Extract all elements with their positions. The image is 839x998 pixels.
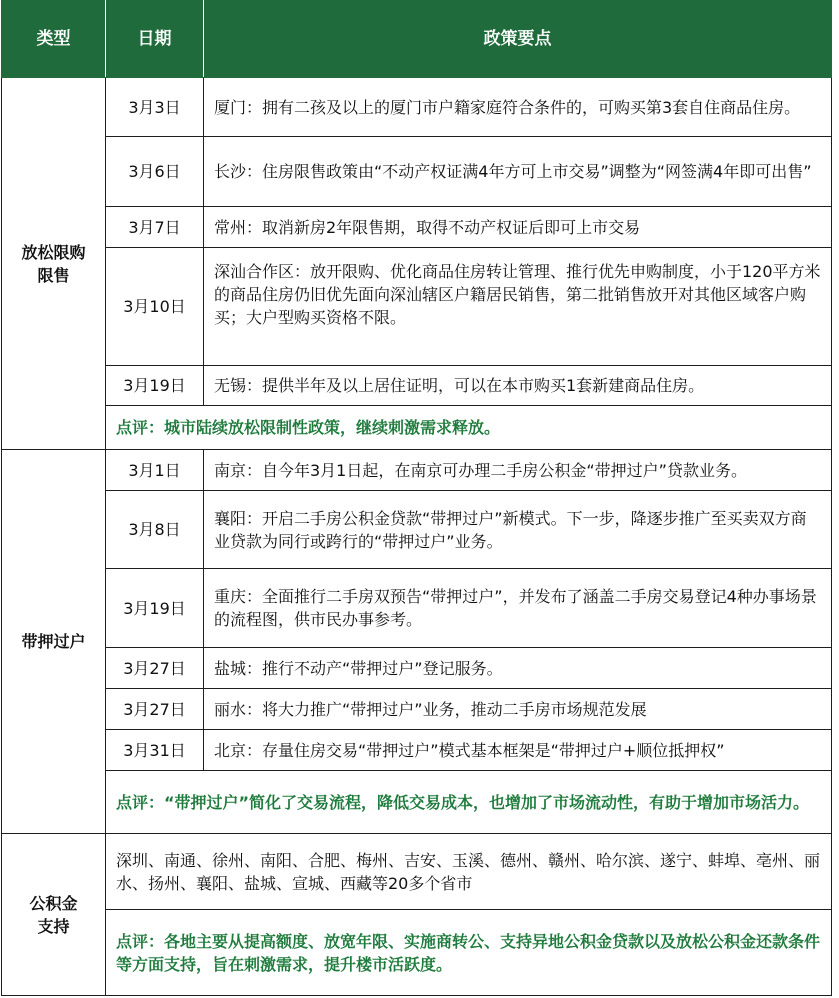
policy-table bbox=[1, 0, 832, 996]
row-text: 深汕合作区：放开限购、优化商品住房转让管理、推行优先申购制度，小于120平方米的商品住房仍旧优先面向深汕辖区户籍居民销售，第二批销售放开对其他区域客户购买；大户型购买资格不限。 bbox=[204, 248, 832, 366]
table-row bbox=[2, 491, 832, 569]
row-text: 丽水：将大力推广“带押过户”业务，推动二手房市场规范发展 bbox=[204, 689, 832, 730]
row-date: 3月27日 bbox=[106, 648, 204, 689]
fund-cities: 深圳、南通、徐州、南阳、合肥、梅州、吉安、玉溪、德州、赣州、哈尔滨、遂宁、蚌埠、亳州、丽水、扬州、襄阳、盐城、宣城、西藏等20多个省市 bbox=[106, 834, 832, 910]
table-row bbox=[2, 366, 832, 406]
row-date: 3月3日 bbox=[106, 78, 204, 137]
comment-row bbox=[2, 771, 832, 834]
table-row bbox=[2, 137, 832, 207]
group-type-fund: 公积金支持 bbox=[2, 834, 106, 996]
comment-transfer: 点评：“带押过户”简化了交易流程，降低交易成本，也增加了市场流动性，有助于增加市场活力。 bbox=[106, 771, 832, 834]
header-policy: 政策要点 bbox=[204, 1, 832, 78]
table-row bbox=[2, 450, 832, 491]
row-text: 常州：取消新房2年限售期，取得不动产权证后即可上市交易 bbox=[204, 207, 832, 248]
table-row bbox=[2, 648, 832, 689]
header-row bbox=[2, 1, 832, 78]
row-date: 3月10日 bbox=[106, 248, 204, 366]
group-type-transfer: 带押过户 bbox=[2, 450, 106, 834]
row-text: 长沙：住房限售政策由“不动产权证满4年方可上市交易”调整为“网签满4年即可出售” bbox=[204, 137, 832, 207]
comment-fund: 点评：各地主要从提高额度、放宽年限、实施商转公、支持异地公积金贷款以及放松公积金还款条件等方面支持，旨在刺激需求，提升楼市活跃度。 bbox=[106, 910, 832, 996]
table-row bbox=[2, 248, 832, 366]
row-text: 北京：存量住房交易“带押过户”模式基本框架是“带押过户+顺位抵押权” bbox=[204, 730, 832, 771]
header-type: 类型 bbox=[2, 1, 106, 78]
row-text: 重庆：全面推行二手房双预告“带押过户”，并发布了涵盖二手房交易登记4种办事场景的流程图，供市民办事参考。 bbox=[204, 569, 832, 648]
row-date: 3月8日 bbox=[106, 491, 204, 569]
table-row bbox=[2, 207, 832, 248]
table-row bbox=[2, 689, 832, 730]
row-date: 3月31日 bbox=[106, 730, 204, 771]
comment-row bbox=[2, 910, 832, 996]
table-row bbox=[2, 569, 832, 648]
row-date: 3月19日 bbox=[106, 569, 204, 648]
row-date: 3月27日 bbox=[106, 689, 204, 730]
comment-row bbox=[2, 406, 832, 450]
row-date: 3月19日 bbox=[106, 366, 204, 406]
row-text: 无锡：提供半年及以上居住证明，可以在本市购买1套新建商品住房。 bbox=[204, 366, 832, 406]
comment-relax: 点评：城市陆续放松限制性政策，继续刺激需求释放。 bbox=[106, 406, 832, 450]
row-date: 3月1日 bbox=[106, 450, 204, 491]
table-row bbox=[2, 730, 832, 771]
row-text: 襄阳：开启二手房公积金贷款“带押过户”新模式。下一步，降逐步推广至买卖双方商业贷款为同行或跨行的“带押过户”业务。 bbox=[204, 491, 832, 569]
row-date: 3月7日 bbox=[106, 207, 204, 248]
row-text: 盐城：推行不动产“带押过户”登记服务。 bbox=[204, 648, 832, 689]
group-type-relax: 放松限购限售 bbox=[2, 78, 106, 450]
row-text: 厦门：拥有二孩及以上的厦门市户籍家庭符合条件的，可购买第3套自住商品住房。 bbox=[204, 78, 832, 137]
row-date: 3月6日 bbox=[106, 137, 204, 207]
table-row bbox=[2, 834, 832, 910]
row-text: 南京：自今年3月1日起，在南京可办理二手房公积金“带押过户”贷款业务。 bbox=[204, 450, 832, 491]
header-date: 日期 bbox=[106, 1, 204, 78]
table-row bbox=[2, 78, 832, 137]
